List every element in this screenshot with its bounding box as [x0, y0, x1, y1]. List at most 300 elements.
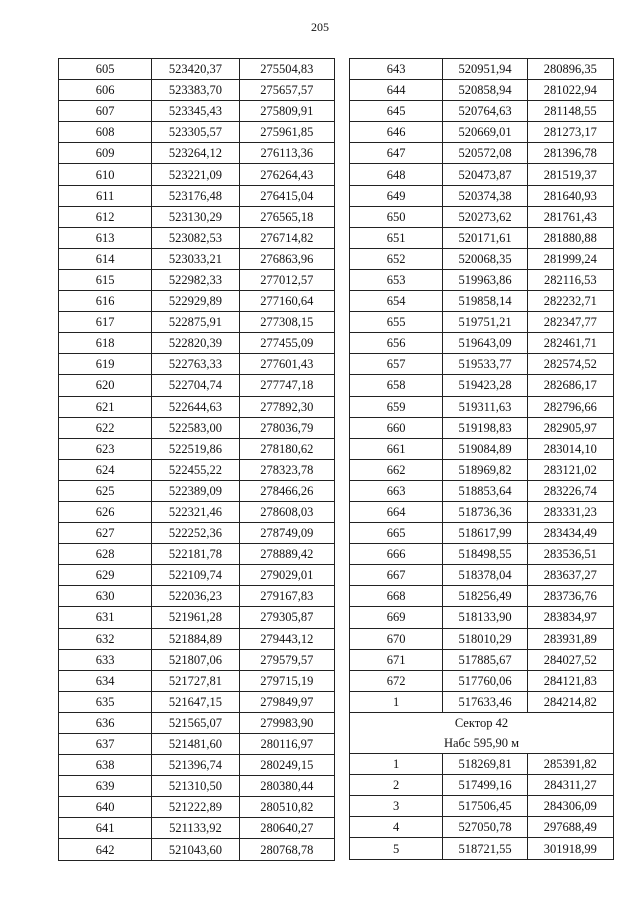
table-row: [59, 459, 335, 480]
x-coordinate-cell: 523420,37: [152, 59, 239, 80]
x-coordinate-cell: 523082,53: [152, 227, 239, 248]
table-row: [350, 417, 614, 438]
table-row: [59, 565, 335, 586]
x-coordinate-cell: 523130,29: [152, 206, 239, 227]
point-number-cell: 626: [59, 501, 152, 522]
table-row: [59, 101, 335, 122]
point-number-cell: 649: [350, 185, 443, 206]
x-coordinate-cell: 521043,60: [152, 839, 239, 860]
x-coordinate-cell: 520068,35: [443, 248, 527, 269]
y-coordinate-cell: 301918,99: [527, 838, 613, 859]
x-coordinate-cell: 522519,86: [152, 438, 239, 459]
y-coordinate-cell: 281148,55: [527, 101, 613, 122]
table-row: [59, 691, 335, 712]
table-row: [59, 185, 335, 206]
point-number-cell: 656: [350, 333, 443, 354]
y-coordinate-cell: 275504,83: [239, 59, 334, 80]
y-coordinate-cell: 277747,18: [239, 375, 334, 396]
point-number-cell: 1: [350, 691, 443, 712]
table-row: [59, 206, 335, 227]
point-number-cell: 647: [350, 143, 443, 164]
y-coordinate-cell: 281022,94: [527, 80, 613, 101]
y-coordinate-cell: 279029,01: [239, 565, 334, 586]
y-coordinate-cell: 275961,85: [239, 122, 334, 143]
table-row: [350, 775, 614, 796]
x-coordinate-cell: 518721,55: [443, 838, 527, 859]
table-row: [59, 333, 335, 354]
point-number-cell: 642: [59, 839, 152, 860]
coordinates-table-left: [58, 58, 335, 861]
table-row: [350, 206, 614, 227]
point-number-cell: 1: [350, 754, 443, 775]
y-coordinate-cell: 277892,30: [239, 396, 334, 417]
table-row: [59, 607, 335, 628]
table-row: [59, 417, 335, 438]
x-coordinate-cell: 522644,63: [152, 396, 239, 417]
table-row: [350, 649, 614, 670]
x-coordinate-cell: 517633,46: [443, 691, 527, 712]
x-coordinate-cell: 517499,16: [443, 775, 527, 796]
point-number-cell: 666: [350, 544, 443, 565]
table-row: [59, 291, 335, 312]
point-number-cell: 672: [350, 670, 443, 691]
y-coordinate-cell: 278889,42: [239, 544, 334, 565]
sector-title-row: [350, 712, 614, 733]
y-coordinate-cell: 278036,79: [239, 417, 334, 438]
point-number-cell: 658: [350, 375, 443, 396]
point-number-cell: 623: [59, 438, 152, 459]
table-row: [350, 501, 614, 522]
y-coordinate-cell: 282686,17: [527, 375, 613, 396]
table-row: [59, 670, 335, 691]
y-coordinate-cell: 276264,43: [239, 164, 334, 185]
x-coordinate-cell: 518269,81: [443, 754, 527, 775]
point-number-cell: 612: [59, 206, 152, 227]
y-coordinate-cell: 276863,96: [239, 248, 334, 269]
x-coordinate-cell: 519198,83: [443, 417, 527, 438]
y-coordinate-cell: 277601,43: [239, 354, 334, 375]
table-row: [350, 691, 614, 712]
x-coordinate-cell: 517885,67: [443, 649, 527, 670]
table-row: [59, 797, 335, 818]
y-coordinate-cell: 281396,78: [527, 143, 613, 164]
point-number-cell: 635: [59, 691, 152, 712]
x-coordinate-cell: 519084,89: [443, 438, 527, 459]
x-coordinate-cell: 522820,39: [152, 333, 239, 354]
y-coordinate-cell: 278608,03: [239, 501, 334, 522]
point-number-cell: 634: [59, 670, 152, 691]
x-coordinate-cell: 519751,21: [443, 312, 527, 333]
y-coordinate-cell: 276565,18: [239, 206, 334, 227]
x-coordinate-cell: 518378,04: [443, 565, 527, 586]
point-number-cell: 650: [350, 206, 443, 227]
y-coordinate-cell: 282232,71: [527, 291, 613, 312]
table-row: [59, 523, 335, 544]
y-coordinate-cell: 280896,35: [527, 59, 613, 80]
x-coordinate-cell: 523221,09: [152, 164, 239, 185]
table-row: [350, 586, 614, 607]
x-coordinate-cell: 521310,50: [152, 776, 239, 797]
point-number-cell: 654: [350, 291, 443, 312]
y-coordinate-cell: 281761,43: [527, 206, 613, 227]
y-coordinate-cell: 283014,10: [527, 438, 613, 459]
table-row: [59, 354, 335, 375]
y-coordinate-cell: 282574,52: [527, 354, 613, 375]
point-number-cell: 632: [59, 628, 152, 649]
x-coordinate-cell: 517506,45: [443, 796, 527, 817]
point-number-cell: 613: [59, 227, 152, 248]
y-coordinate-cell: 282116,53: [527, 269, 613, 290]
table-row: [59, 59, 335, 80]
x-coordinate-cell: 518010,29: [443, 628, 527, 649]
point-number-cell: 625: [59, 480, 152, 501]
sector-subtitle-row: [350, 733, 614, 754]
x-coordinate-cell: 522252,36: [152, 523, 239, 544]
point-number-cell: 633: [59, 649, 152, 670]
y-coordinate-cell: 280640,27: [239, 818, 334, 839]
x-coordinate-cell: 518256,49: [443, 586, 527, 607]
table-row: [350, 122, 614, 143]
y-coordinate-cell: 281880,88: [527, 227, 613, 248]
point-number-cell: 5: [350, 838, 443, 859]
y-coordinate-cell: 280249,15: [239, 755, 334, 776]
table-row: [59, 480, 335, 501]
y-coordinate-cell: 277160,64: [239, 291, 334, 312]
point-number-cell: 609: [59, 143, 152, 164]
x-coordinate-cell: 522036,23: [152, 586, 239, 607]
y-coordinate-cell: 275809,91: [239, 101, 334, 122]
x-coordinate-cell: 523264,12: [152, 143, 239, 164]
y-coordinate-cell: 280768,78: [239, 839, 334, 860]
y-coordinate-cell: 284027,52: [527, 649, 613, 670]
x-coordinate-cell: 522583,00: [152, 417, 239, 438]
point-number-cell: 646: [350, 122, 443, 143]
point-number-cell: 620: [59, 375, 152, 396]
y-coordinate-cell: 282461,71: [527, 333, 613, 354]
x-coordinate-cell: 522321,46: [152, 501, 239, 522]
point-number-cell: 636: [59, 712, 152, 733]
table-row: [59, 776, 335, 797]
y-coordinate-cell: 276714,82: [239, 227, 334, 248]
x-coordinate-cell: 522109,74: [152, 565, 239, 586]
x-coordinate-cell: 521961,28: [152, 607, 239, 628]
table-row: [350, 185, 614, 206]
point-number-cell: 4: [350, 817, 443, 838]
y-coordinate-cell: 280380,44: [239, 776, 334, 797]
point-number-cell: 639: [59, 776, 152, 797]
y-coordinate-cell: 279305,87: [239, 607, 334, 628]
x-coordinate-cell: 520858,94: [443, 80, 527, 101]
table-row: [350, 312, 614, 333]
table-row: [350, 796, 614, 817]
point-number-cell: 606: [59, 80, 152, 101]
table-row: [59, 269, 335, 290]
point-number-cell: 637: [59, 734, 152, 755]
table-row: [350, 333, 614, 354]
x-coordinate-cell: 521481,60: [152, 734, 239, 755]
point-number-cell: 3: [350, 796, 443, 817]
y-coordinate-cell: 278180,62: [239, 438, 334, 459]
point-number-cell: 668: [350, 586, 443, 607]
table-row: [59, 312, 335, 333]
y-coordinate-cell: 278323,78: [239, 459, 334, 480]
point-number-cell: 2: [350, 775, 443, 796]
table-row: [350, 544, 614, 565]
x-coordinate-cell: 518969,82: [443, 459, 527, 480]
x-coordinate-cell: 522875,91: [152, 312, 239, 333]
point-number-cell: 638: [59, 755, 152, 776]
table-row: [59, 712, 335, 733]
y-coordinate-cell: 283736,76: [527, 586, 613, 607]
point-number-cell: 621: [59, 396, 152, 417]
y-coordinate-cell: 283226,74: [527, 480, 613, 501]
x-coordinate-cell: 519643,09: [443, 333, 527, 354]
y-coordinate-cell: 279579,57: [239, 649, 334, 670]
x-coordinate-cell: 521727,81: [152, 670, 239, 691]
point-number-cell: 616: [59, 291, 152, 312]
table-row: [59, 755, 335, 776]
x-coordinate-cell: 523383,70: [152, 80, 239, 101]
y-coordinate-cell: 283536,51: [527, 544, 613, 565]
table-row: [350, 754, 614, 775]
point-number-cell: 630: [59, 586, 152, 607]
x-coordinate-cell: 517760,06: [443, 670, 527, 691]
table-row: [350, 354, 614, 375]
point-number-cell: 628: [59, 544, 152, 565]
y-coordinate-cell: 275657,57: [239, 80, 334, 101]
x-coordinate-cell: 522982,33: [152, 269, 239, 290]
y-coordinate-cell: 276415,04: [239, 185, 334, 206]
table-row: [350, 480, 614, 501]
x-coordinate-cell: 522929,89: [152, 291, 239, 312]
x-coordinate-cell: 521884,89: [152, 628, 239, 649]
y-coordinate-cell: 283834,97: [527, 607, 613, 628]
x-coordinate-cell: 522704,74: [152, 375, 239, 396]
x-coordinate-cell: 522763,33: [152, 354, 239, 375]
x-coordinate-cell: 520374,38: [443, 185, 527, 206]
point-number-cell: 670: [350, 628, 443, 649]
table-row: [59, 396, 335, 417]
point-number-cell: 648: [350, 164, 443, 185]
point-number-cell: 640: [59, 797, 152, 818]
point-number-cell: 610: [59, 164, 152, 185]
x-coordinate-cell: 518133,90: [443, 607, 527, 628]
y-coordinate-cell: 277308,15: [239, 312, 334, 333]
table-row: [350, 269, 614, 290]
point-number-cell: 605: [59, 59, 152, 80]
point-number-cell: 652: [350, 248, 443, 269]
x-coordinate-cell: 521647,15: [152, 691, 239, 712]
table-row: [59, 438, 335, 459]
table-row: [350, 164, 614, 185]
sector-title: Сектор 42: [350, 712, 614, 733]
table-row: [350, 565, 614, 586]
point-number-cell: 644: [350, 80, 443, 101]
x-coordinate-cell: 523176,48: [152, 185, 239, 206]
table-row: [350, 80, 614, 101]
x-coordinate-cell: 521807,06: [152, 649, 239, 670]
x-coordinate-cell: 523345,43: [152, 101, 239, 122]
table-row: [350, 59, 614, 80]
x-coordinate-cell: 519963,86: [443, 269, 527, 290]
point-number-cell: 641: [59, 818, 152, 839]
table-row: [350, 523, 614, 544]
table-row: [350, 396, 614, 417]
x-coordinate-cell: 519423,28: [443, 375, 527, 396]
point-number-cell: 662: [350, 459, 443, 480]
x-coordinate-cell: 523033,21: [152, 248, 239, 269]
y-coordinate-cell: 278466,26: [239, 480, 334, 501]
point-number-cell: 655: [350, 312, 443, 333]
point-number-cell: 660: [350, 417, 443, 438]
table-row: [59, 375, 335, 396]
coordinates-table-right: [349, 58, 614, 860]
x-coordinate-cell: 520764,63: [443, 101, 527, 122]
y-coordinate-cell: 284311,27: [527, 775, 613, 796]
y-coordinate-cell: 281999,24: [527, 248, 613, 269]
point-number-cell: 617: [59, 312, 152, 333]
point-number-cell: 618: [59, 333, 152, 354]
y-coordinate-cell: 279167,83: [239, 586, 334, 607]
y-coordinate-cell: 284306,09: [527, 796, 613, 817]
y-coordinate-cell: 280116,97: [239, 734, 334, 755]
y-coordinate-cell: 281640,93: [527, 185, 613, 206]
y-coordinate-cell: 282347,77: [527, 312, 613, 333]
x-coordinate-cell: 519533,77: [443, 354, 527, 375]
x-coordinate-cell: 520171,61: [443, 227, 527, 248]
x-coordinate-cell: 521565,07: [152, 712, 239, 733]
x-coordinate-cell: 519311,63: [443, 396, 527, 417]
x-coordinate-cell: 521222,89: [152, 797, 239, 818]
table-row: [350, 227, 614, 248]
point-number-cell: 629: [59, 565, 152, 586]
table-row: [59, 818, 335, 839]
point-number-cell: 627: [59, 523, 152, 544]
x-coordinate-cell: 519858,14: [443, 291, 527, 312]
point-number-cell: 624: [59, 459, 152, 480]
point-number-cell: 611: [59, 185, 152, 206]
x-coordinate-cell: 518617,99: [443, 523, 527, 544]
x-coordinate-cell: 527050,78: [443, 817, 527, 838]
x-coordinate-cell: 520951,94: [443, 59, 527, 80]
table-row: [59, 544, 335, 565]
table-row: [350, 607, 614, 628]
point-number-cell: 659: [350, 396, 443, 417]
table-row: [59, 164, 335, 185]
table-row: [59, 649, 335, 670]
y-coordinate-cell: 281273,17: [527, 122, 613, 143]
sector-subtitle: Набс 595,90 м: [350, 733, 614, 754]
point-number-cell: 671: [350, 649, 443, 670]
table-row: [350, 838, 614, 859]
y-coordinate-cell: 283434,49: [527, 523, 613, 544]
y-coordinate-cell: 279715,19: [239, 670, 334, 691]
table-row: [59, 734, 335, 755]
table-row: [59, 586, 335, 607]
table-row: [59, 227, 335, 248]
table-row: [350, 291, 614, 312]
point-number-cell: 643: [350, 59, 443, 80]
y-coordinate-cell: 277455,09: [239, 333, 334, 354]
y-coordinate-cell: 284214,82: [527, 691, 613, 712]
y-coordinate-cell: 279443,12: [239, 628, 334, 649]
table-row: [59, 501, 335, 522]
y-coordinate-cell: 284121,83: [527, 670, 613, 691]
point-number-cell: 661: [350, 438, 443, 459]
table-row: [59, 80, 335, 101]
table-row: [59, 839, 335, 860]
table-row: [350, 248, 614, 269]
table-row: [59, 122, 335, 143]
table-row: [350, 375, 614, 396]
x-coordinate-cell: 522389,09: [152, 480, 239, 501]
y-coordinate-cell: 283637,27: [527, 565, 613, 586]
point-number-cell: 663: [350, 480, 443, 501]
point-number-cell: 651: [350, 227, 443, 248]
x-coordinate-cell: 523305,57: [152, 122, 239, 143]
x-coordinate-cell: 518853,64: [443, 480, 527, 501]
y-coordinate-cell: 297688,49: [527, 817, 613, 838]
y-coordinate-cell: 282796,66: [527, 396, 613, 417]
x-coordinate-cell: 522181,78: [152, 544, 239, 565]
table-row: [350, 143, 614, 164]
point-number-cell: 631: [59, 607, 152, 628]
y-coordinate-cell: 283331,23: [527, 501, 613, 522]
table-row: [350, 101, 614, 122]
point-number-cell: 622: [59, 417, 152, 438]
x-coordinate-cell: 520572,08: [443, 143, 527, 164]
y-coordinate-cell: 283121,02: [527, 459, 613, 480]
y-coordinate-cell: 279849,97: [239, 691, 334, 712]
y-coordinate-cell: 282905,97: [527, 417, 613, 438]
point-number-cell: 657: [350, 354, 443, 375]
table-row: [350, 459, 614, 480]
y-coordinate-cell: 280510,82: [239, 797, 334, 818]
point-number-cell: 614: [59, 248, 152, 269]
x-coordinate-cell: 518736,36: [443, 501, 527, 522]
page-number: 205: [311, 20, 329, 34]
y-coordinate-cell: 281519,37: [527, 164, 613, 185]
y-coordinate-cell: 276113,36: [239, 143, 334, 164]
table-row: [350, 438, 614, 459]
x-coordinate-cell: 520473,87: [443, 164, 527, 185]
x-coordinate-cell: 521133,92: [152, 818, 239, 839]
point-number-cell: 664: [350, 501, 443, 522]
y-coordinate-cell: 277012,57: [239, 269, 334, 290]
y-coordinate-cell: 283931,89: [527, 628, 613, 649]
table-row: [350, 817, 614, 838]
point-number-cell: 653: [350, 269, 443, 290]
point-number-cell: 669: [350, 607, 443, 628]
point-number-cell: 665: [350, 523, 443, 544]
y-coordinate-cell: 278749,09: [239, 523, 334, 544]
point-number-cell: 667: [350, 565, 443, 586]
table-row: [350, 670, 614, 691]
x-coordinate-cell: 520273,62: [443, 206, 527, 227]
point-number-cell: 615: [59, 269, 152, 290]
x-coordinate-cell: 521396,74: [152, 755, 239, 776]
point-number-cell: 608: [59, 122, 152, 143]
table-row: [59, 628, 335, 649]
x-coordinate-cell: 520669,01: [443, 122, 527, 143]
point-number-cell: 619: [59, 354, 152, 375]
y-coordinate-cell: 285391,82: [527, 754, 613, 775]
point-number-cell: 645: [350, 101, 443, 122]
table-row: [350, 628, 614, 649]
point-number-cell: 607: [59, 101, 152, 122]
y-coordinate-cell: 279983,90: [239, 712, 334, 733]
x-coordinate-cell: 522455,22: [152, 459, 239, 480]
